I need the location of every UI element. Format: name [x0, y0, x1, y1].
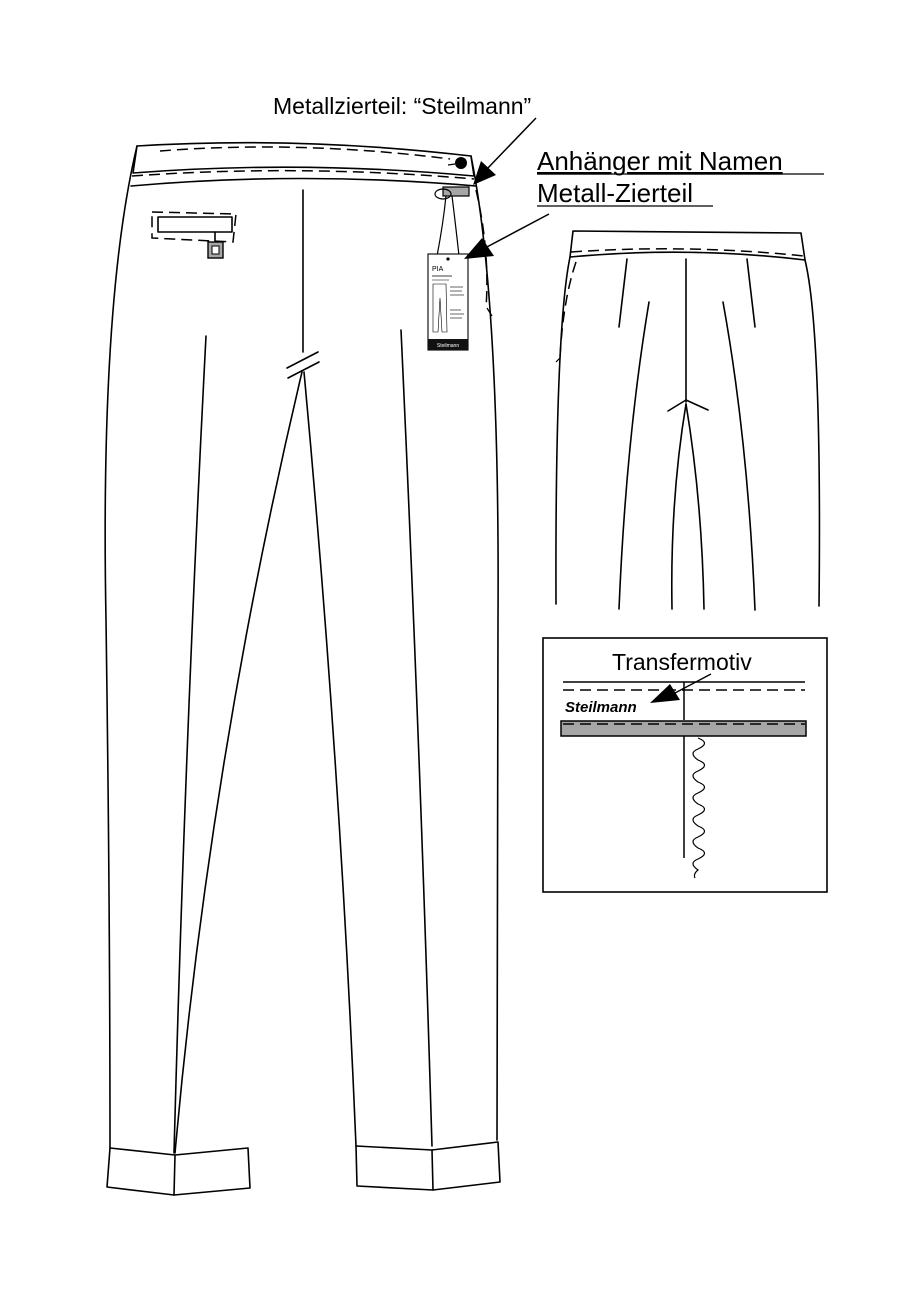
button-line — [448, 164, 455, 165]
back-outseam-right — [805, 260, 819, 606]
front-inseam-left — [175, 372, 302, 1153]
arrowhead-metal-part — [473, 161, 496, 185]
front-cuff-left — [107, 1148, 250, 1195]
hangtag-string-2 — [452, 196, 459, 256]
back-inseam-right — [686, 404, 704, 609]
front-inseam-right — [304, 372, 356, 1146]
pocket-flap — [158, 217, 232, 232]
front-view-trousers — [105, 143, 500, 1195]
transfer-detail-box — [543, 638, 827, 892]
arrowhead-hangtag — [464, 238, 494, 259]
back-dart-left — [619, 259, 627, 327]
front-outseam-right — [471, 156, 498, 1140]
detail-frame — [543, 638, 827, 892]
annotations — [273, 93, 824, 259]
waistband-button — [455, 157, 467, 169]
front-cuff-right-crease — [432, 1150, 433, 1190]
pointer-metal-part — [486, 118, 536, 170]
hangtag-string-1 — [437, 196, 446, 256]
front-waist-seam — [131, 179, 476, 187]
hangtag-footer: Steilmann — [436, 343, 460, 349]
front-crease-left — [174, 336, 206, 1153]
label-transfer: Transfermotiv — [612, 649, 752, 675]
label-hangtag-line2: Metall-Zierteil — [537, 178, 694, 208]
back-crotch-left — [668, 400, 708, 411]
front-cuff-left-crease — [174, 1155, 175, 1195]
label-hangtag-line1: Anhänger mit Namen — [537, 146, 783, 176]
metal-badge — [443, 187, 469, 196]
back-crease-right — [723, 302, 755, 610]
front-outseam-left — [105, 146, 137, 1148]
back-crease-left — [619, 302, 649, 609]
front-cuff-right — [356, 1142, 500, 1190]
hangtag-hole — [446, 257, 449, 260]
back-inseam-left — [672, 404, 686, 609]
back-view-trousers — [556, 231, 820, 610]
back-waistband — [570, 231, 805, 260]
brand-transfer: Steilmann — [565, 699, 637, 716]
pointer-hangtag — [485, 214, 549, 248]
label-metal-part: Metallzierteil: “Steilmann” — [273, 93, 532, 119]
metal-ornament-square-inner — [212, 246, 219, 254]
front-crease-right — [401, 330, 432, 1146]
back-outseam-left — [556, 257, 570, 604]
back-dart-right — [747, 259, 755, 327]
hangtag-model: PIA — [432, 266, 444, 273]
hangtag — [428, 254, 468, 350]
